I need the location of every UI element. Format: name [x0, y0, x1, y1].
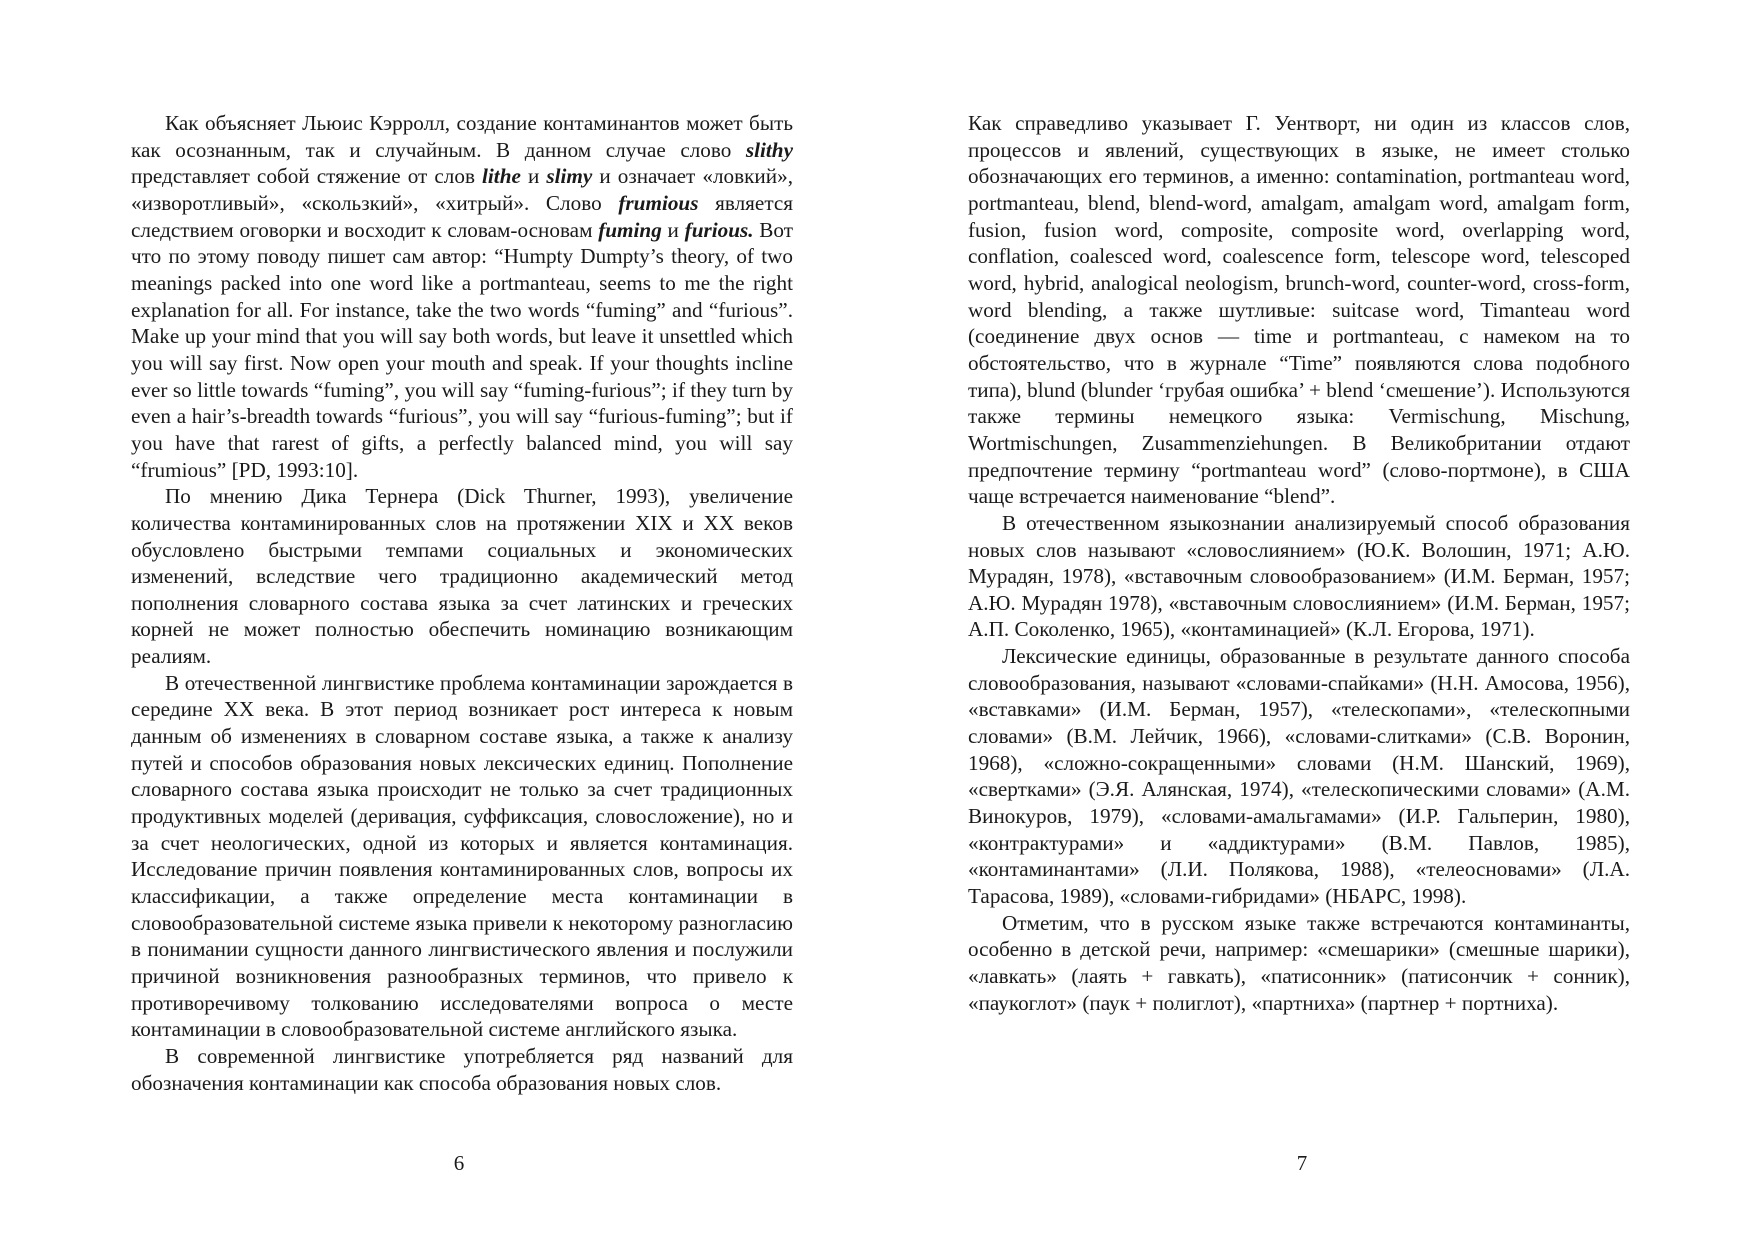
page-number-left: 6 — [453, 1151, 465, 1175]
right-paragraph-3: Лексические единицы, образованные в результате данного способа словообразования, называют «словами-спайками» (Н.Н. Амосова, 1956), «вставками» (И.М. Берман, 1957), «телескопами», «телескопными словами» (В.М. Лейчик, 1966), «словами-слитками» (С.В. Воронин, 1968), «сложно-сокращенными» словами (Н.М. Шанский, 1969), «свертками» (Э.Я. Алянская, 1974), «телескопическими словами» (А.М. Винокуров, 1979), «словами-амальгамами» (И.Р. Гальперин, 1980), «контрактурами» и «аддиктурами» (В.М. Павлов, 1985), «контаминантами» (Л.И. Полякова, 1988), «телеосновами» (Л.А. Тарасова, 1989), «словами-гибридами» (НБАРС, 1998). — [968, 644, 1630, 909]
term-fuming: fuming — [598, 217, 662, 242]
right-paragraph-2: В отечественном языкознании анализируемый способ образования новых слов называют «словослиянием» (Ю.К. Волошин, 1971; А.Ю. Мурадян, 1978), «вставочным словообразованием» (И.М. Берман, 1957; А.Ю. Мурадян 1978), «вставочным словослиянием» (И.М. Берман, 1957; А.П. Соколенко, 1965), «контаминацией» (К.Л. Егорова, 1971). — [968, 510, 1630, 642]
left-paragraph-2: По мнению Дика Тернера (Dick Thurner, 1993), увеличение количества контаминированных слов на протяжении XIX и XX веков обусловлено быстрыми темпами социальных и экономических изменений, вследствие чего традиционно академический метод пополнения словарного состава языка за счет латинских и греческих корней не может полностью обеспечить номинацию возникающим реалиям. — [131, 484, 793, 669]
page-number-right: 7 — [1296, 1151, 1308, 1175]
text-run: Вот что по этому поводу пишет сам автор: “Humpty Dumpty’s theory, of two meanings packed into one word like a portmanteau, seems to me the right explanation for all. For instance, take the two words “fuming” and “furious”. Make up your mind that you will say both words, but leave it unsettled which you will say first. Now open your mouth and speak. If your thoughts incline ever so little towards “fuming”, you will say “fuming-furious”; if they turn by even a hair’s-breadth towards “furious”, you will say “furious-fuming”; but if you have that rarest of gifts, a perfectly balanced mind, you will say “frumious” [PD, 1993:10]. — [131, 217, 793, 482]
text-run: представляет собой стяжение от слов — [131, 164, 483, 189]
term-slimy: slimy — [546, 164, 593, 189]
text-run: является следствием оговорки и восходит к словам-основам — [131, 190, 793, 242]
text-run: и означает «ловкий», «изворотливый», «скользкий», «хитрый». Слово — [131, 164, 794, 215]
right-paragraph-4: Отметим, что в русском языке также встречаются контаминанты, особенно в детской речи, например: «смешарики» (смешные шарики), «лавкать» (лаять + гавкать), «патисонник» (патисончик + сонник), «паукоглот» (паук + полиглот), «партниха» (партнер + портниха). — [968, 910, 1630, 1015]
text-run: Как объясняет Льюис Кэрролл, создание контаминантов может быть как осознанным, так и случайным. В данном случае слово — [131, 111, 793, 162]
left-paragraph-3: В отечественной лингвистике проблема контаминации зарождается в середине XX века. В этот период возникает рост интереса к новым данным об изменениях в словарном составе языка, а также к анализу путей и способов образования новых лексических единиц. Пополнение словарного состава языка происходит не только за счет традиционных продуктивных моделей (деривация, суффиксация, словосложение), но и за счет неологических, одной из которых и является контаминация. Исследование причин появления контаминированных слов, вопросы их классификации, а также определение места контаминации в словообразовательной системе языка привели к некоторому разногласию в понимании сущности данного лингвистического явления и послужили причиной возникновения разнообразных терминов, что привело к противоречивому толкованию исследователями вопроса о месте контаминации в словообразовательной системе английского языка. — [131, 670, 793, 1042]
right-paragraph-1: Как справедливо указывает Г. Уентворт, ни один из классов слов, процессов и явлений, существующих в языке, не имеет столько обозначающих его терминов, а именно: contamination, portmanteau word, portmanteau, blend, blend-word, amalgam, amalgam word, amalgam form, fusion, fusion word, composite, composite word, overlapping word, conflation, coalesced word, coalescence form, telescope word, telescoped word, hybrid, analogical neologism, brunch-word, counter-word, cross-form, word blending, а также шутливые: suitcase word, Timanteau word (соединение двух основ — time и portmanteau, с намеком на то обстоятельство, что в журнале “Time” появляются слова подобного типа), blund (blunder ‘грубая ошибка’ + blend ‘смешение’). Используются также термины немецкого языка: Vermischung, Mischung, Wortmischungen, Zusammenziehungen. В Великобритании отдают предпочтение термину “portmanteau word” (слово-портмоне), в США чаще встречается наименование “blend”. — [968, 111, 1630, 509]
text-run: и — [520, 164, 547, 189]
term-frumious: frumious — [618, 190, 699, 215]
right-page — [968, 110, 1630, 1016]
term-slithy: slithy — [745, 137, 793, 162]
term-lithe: lithe — [482, 164, 521, 189]
term-furious: furious. — [684, 217, 754, 242]
left-page — [131, 110, 793, 1096]
left-paragraph-4: В современной лингвистике употребляется ряд названий для обозначения контаминации как способа образования новых слов. — [131, 1043, 793, 1095]
text-run: и — [661, 217, 685, 242]
left-paragraph-1 — [131, 110, 793, 483]
